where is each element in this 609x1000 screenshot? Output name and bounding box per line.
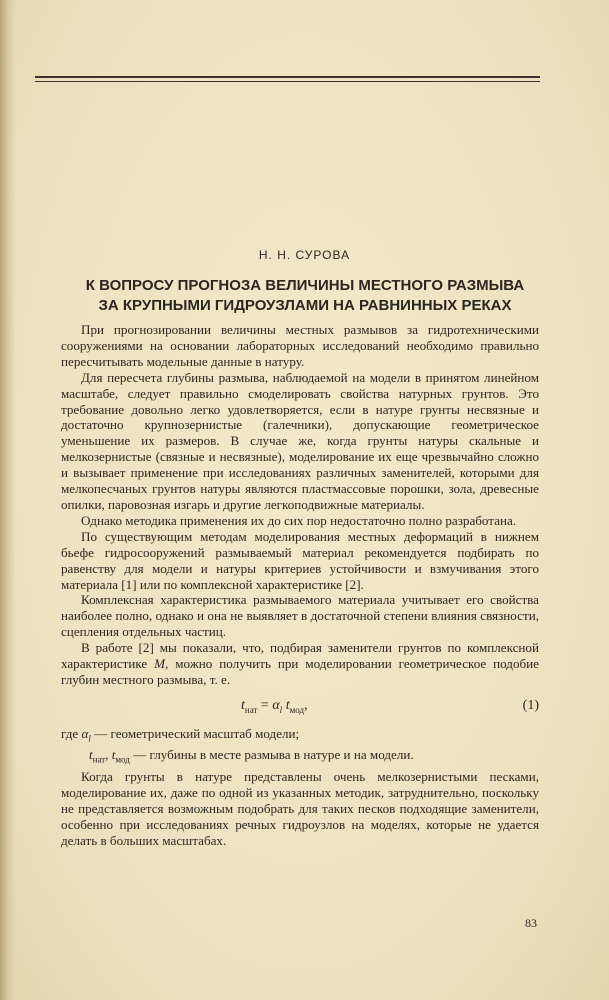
paragraph-3: Однако методика применения их до сих пор недостаточно полно разработана. [81, 512, 517, 528]
article-body [61, 322, 539, 848]
page-number: 83 [525, 916, 537, 930]
page-spine-shadow [0, 0, 16, 1000]
title-line-1: К ВОПРОСУ ПРОГНОЗА ВЕЛИЧИНЫ МЕСТНОГО РАЗМЫВА [85, 277, 525, 294]
definition-depths: $t_{нат}$, $t_{мод}$ — глубины в месте размыва в натуре и на модели. [89, 747, 414, 765]
paragraph-5: Комплексная характеристика размываемого материала учитывает его свойства наиболее полно, однако и она не выявляет в достаточной степени влияния связности, сцепления отдельных частиц. [61, 592, 539, 640]
paragraph-4: По существующим методам моделирования местных деформаций в нижнем бьефе гидросооружений размываемый материал рекомендуется подбирать по равенству для модели и натуры критериев устойчивости и взмучивания этого материала [1] или по комплексной характеристике [2]. [61, 528, 539, 592]
author-name: Н. Н. СУРОВА [258, 248, 351, 262]
paragraph-7: Когда грунты в натуре представлены очень мелкозернистыми песками, моделирование их, даже по одной из указанных методик, затруднительно, поскольку не представляется возможным подобрать для таких песков подходящие заменители, особенно при исследованиях речных гидроузлов на моделях, которые не удается делать в больших масштабах. [61, 768, 539, 848]
equation-number: (1) [522, 697, 539, 713]
article-title [40, 276, 570, 316]
symbol-m: M [154, 656, 166, 672]
paragraph-6: В работе [2] мы показали, что, подбирая заменители грунтов по комплексной характеристике M, можно получить при моделировании геометрическое подобие глубин местного размыва, т. е. [61, 640, 539, 687]
paragraph-1: При прогнозировании величины местных размывов за гидротехническими сооружениями на основании лабораторных исследований необходимо правильно пересчитывать модельные данные в натуру. [61, 322, 539, 369]
header-rule-thick [35, 76, 540, 78]
title-line-2: ЗА КРУПНЫМИ ГИДРОУЗЛАМИ НА РАВНИННЫХ РЕКАХ [98, 297, 512, 314]
definition-alpha: где $\alpha_l$ — геометрический масштаб модели; [61, 725, 300, 744]
equation-1 [61, 696, 539, 720]
paragraph-2: Для пересчета глубины размыва, наблюдаемой на модели в принятом линейном масштабе, следует правильно смоделировать свойства натурных грунтов. Это требование довольно легко удовлетворяется, если в натуре грунты несвязные и достаточно крупнозернистые (галечники), допускающие геометрическое уменьшение их размеров. В случае же, когда грунты натуры скальные и мелкозернистые (связные и несвязные), моделирование их еще чрезвычайно сложно и вызывает применение при исследованиях различных заменителей, которыми для мелкопесчаных грунтов натуры являются пластмассовые порошки, зола, древесные опилки, паровозная изгарь и другие легкоподвижные материалы. [61, 369, 539, 512]
equation-expression: $t_{нат} = \alpha_l$ $t_{мод}$, [241, 697, 308, 715]
header-rule-thin [35, 81, 540, 82]
